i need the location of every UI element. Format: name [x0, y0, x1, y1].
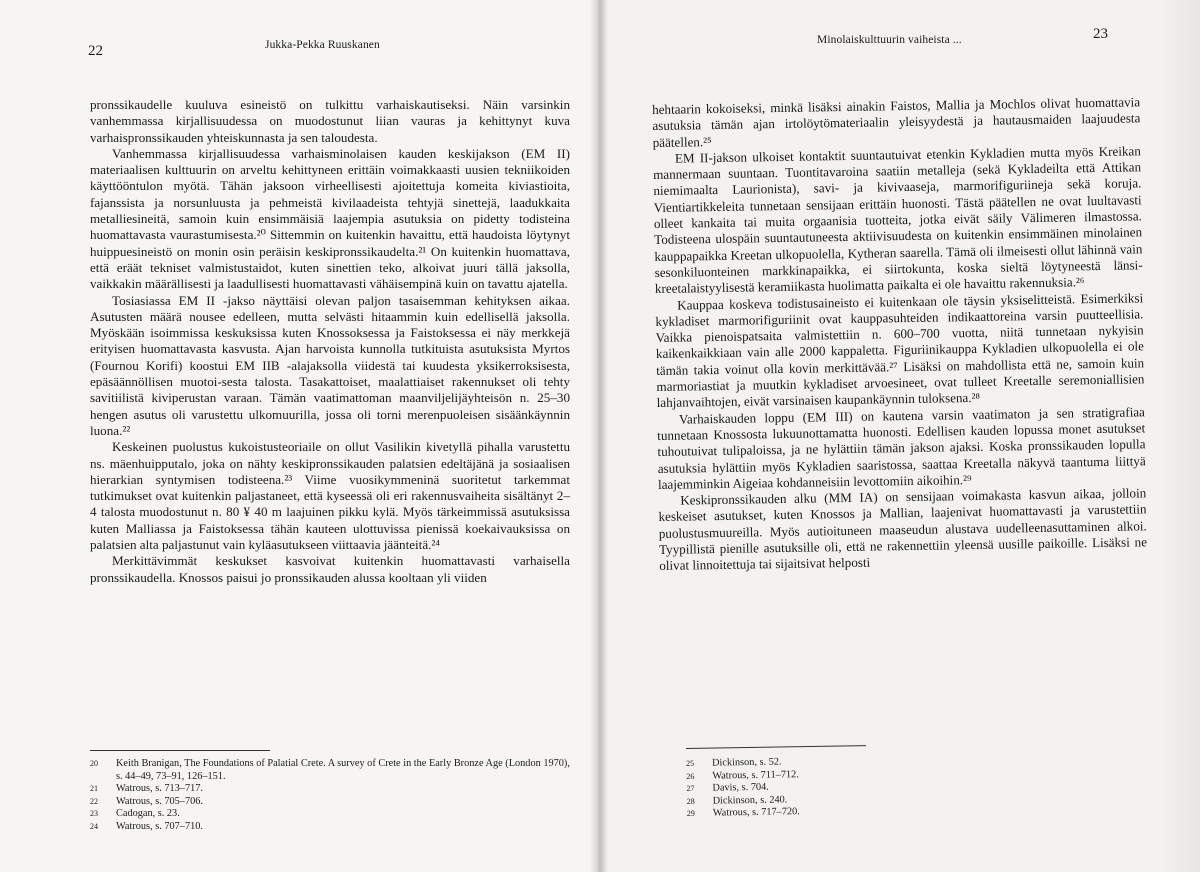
paragraph: Merkittävimmät keskukset kasvoivat kuitenkin huomattavasti varhaisella pronssikaudella. Knossos paisui jo pronssikauden alussa kooltaan yli viiden [90, 553, 570, 585]
footnote-number: 23 [90, 809, 98, 818]
footnote-number: 24 [90, 821, 98, 831]
paragraph: Keskipronssikauden alku (MM IA) on sensijaan voimakasta kasvun aikaa, jolloin keskeiset asutukset, kuten Knossos ja Mallian, laajenivat huomattavasti ja varustettiin puolustusmuureilla. Myös autioituneen maaseudun alustava uudelleenasuttaminen alkoi. Tyypillistä pienille asutuksille oli, että ne rakennettiin yleensä uusille paikoille. Lisäksi ne olivat linnoitettuja tai sijaitsivat helposti [658, 485, 1148, 574]
paragraph: Vanhemmassa kirjallisuudessa varhaisminolaisen kauden keskijakson (EM II) materiaalisen kulttuurin on arveltu kehittyneen erittäin voimakkaasti uusien tekniikoiden käyttööntulon myötä. Tähän jaksoon virheellisesti ajoitettuja komeita kiviastioita, fajanssista ja norsunluusta ja pehmeistä kivilaadeista tehtyjä sinettejä, laadukkaita metalliesineitä, samoin kuin ensimmäisiä laajempia asutuksia on pidetty todisteina huomattavasta vaurastumisesta.²⁰ Sittemmin on kuitenkin havaittu, että haudoista löytynyt huippuesineistö on monin osin peräisin keskipronssikaudelta.²¹ On kuitenkin huomattava, että eräät tekniset valmistustaidot, kuten sinettien teko, alkoivat juuri tällä jaksolla, vaikkakin määrällisesti ja laadullisesti huomattavasti vähäisempinä kuin on tavattu ajatella. [90, 145, 570, 292]
page-number: 22 [88, 43, 103, 59]
footnote-number: 22 [90, 796, 98, 806]
footnote [90, 808, 570, 821]
footnote-text: Watrous, s. 717–720. [712, 806, 800, 819]
right-page [598, 0, 1200, 872]
paragraph: Varhaiskauden loppu (EM III) on kautena varsin vaatimaton ja sen stratigrafiaa tunnetaan Knossosta lukuunottamatta huonosti. Edellisen kauden lopussa monet asutukset tuhoutuivat tulipaloissa, ja ne hylättiin tämän jakson ajaksi. Koska pronssikauden lopulla asutuksia hylättiin myös Kykladien saaristossa, saattaa Kreetalla näkyvä taantuma liittyä laajemminkin Aigeiaa kohdanneisiin levottomiin aikoihin.²⁹ [657, 403, 1146, 492]
footnotes [90, 758, 570, 833]
footnote-text: Dickinson, s. 52. [711, 756, 782, 769]
footnote-text: Davis, s. 704. [712, 781, 769, 794]
footnote-rule [90, 750, 270, 751]
footnote-text: Watrous, s. 713–717. [116, 783, 203, 794]
footnotes [686, 753, 987, 820]
left-page [0, 0, 598, 872]
running-head: Minolaiskulttuurin vaiheista ... [817, 34, 962, 46]
footnote-number: 29 [686, 808, 695, 818]
footnote-text: Dickinson, s. 240. [712, 793, 788, 807]
footnote-number: 26 [686, 771, 695, 781]
footnote [90, 758, 570, 783]
body-text [90, 97, 570, 586]
page-edge-shadow [1160, 0, 1200, 872]
footnote [90, 796, 570, 809]
paragraph: Kauppaa koskeva todistusaineisto ei kuitenkaan ole täysin yksiselitteistä. Esimerkiksi kykladiset marmorifiguriinit ovat kauppasuhteiden indikaattoreina varsin puutteellisia. Vaikka pienoispatsaita valmistettiin n. 600–700 vuotta, niitä tunnetaan nykyisin kaikenkaikkiaan vain alle 2000 kappaletta. Figuriinikauppa Kykladien ulkopuolella ei ole tämän takia voinut olla kovin merkittävää.²⁷ Lisäksi on mahdollista että ne, samoin kuin marmoriastiat ja muutkin kykladiset arvoesineet, ovat tulleet Kreetalle seremoniallisien lahjanvaihtojen, eivät varsinaisen kaupankäynnin tuloksena.²⁸ [655, 289, 1145, 411]
footnote-text: Cadogan, s. 23. [116, 808, 180, 819]
footnote-text: Watrous, s. 705–706. [116, 795, 203, 807]
footnote-text: Keith Branigan, The Foundations of Palatial Crete. A survey of Crete in the Early Bronze Age (London 1970), s. 44–49, 73–91, 126–151. [116, 758, 570, 782]
footnote [90, 783, 570, 796]
footnote-rule [686, 745, 866, 749]
footnote-number: 27 [686, 783, 695, 793]
footnote-text: Watrous, s. 707–710. [116, 820, 203, 832]
paragraph: pronssikaudelle kuuluva esineistö on tulkittu varhaiskautiseksi. Näin varsinkin vanhemmassa kirjallisuudessa on muodostunut liian vauras ja kehittynyt kuva varhaispronssikauden yhteiskunnasta ja sen taloudesta. [90, 97, 570, 145]
book-gutter-shadow [590, 0, 608, 872]
page-number: 23 [1093, 26, 1108, 42]
footnote-number: 25 [686, 758, 695, 768]
footnote-number: 28 [686, 796, 695, 806]
footnote [90, 821, 570, 834]
body-text [652, 94, 1147, 574]
running-head: Jukka-Pekka Ruuskanen [265, 39, 380, 51]
footnote-number: 20 [90, 759, 98, 768]
footnote-text: Watrous, s. 711–712. [712, 768, 799, 782]
paragraph: EM II-jakson ulkoiset kontaktit suuntautuivat etenkin Kykladien mutta myös Kreikan mannermaan suuntaan. Tuontitavaroina saatiin metalleja (sekä Kykladeilta että Attikan niemimaalta Laurionista), savi- ja kivivaaseja, marmorifiguriineja sekä koruja. Vientiartikkeleita tunnetaan sensijaan erittäin huonosti. Tästä päätellen ne ovat luultavasti olleet kankaita tai muita orgaanisia tuotteita, jotka eivät säily Välimeren ilmastossa. Todisteena ulospäin suuntautuneesta aktiivisuudesta on kuitenkin ensimmäinen minolainen kauppapaikka Kreetan ulkopuolella, Kytheran saarella. Tämä oli ilmeisesti ollut lähinnä vain sesonkiluonteinen markkinapaikka, ei siirtokunta, koska sieltä löytyneestä länsi-kreetalaistyylisestä keramiikasta huolimatta paikalta ei ole havaittu rakennuksia.²⁶ [653, 143, 1143, 297]
paragraph: Tosiasiassa EM II -jakso näyttäisi olevan paljon tasaisemman kehityksen aikaa. Asutusten määrä nousee edelleen, mutta selvästi hitaammin kuin edellisellä jaksolla. Myöskään isoimmissa keskuksissa kuten Knossoksessa ja Faistoksessa ei näy merkkejä erityisen huomattavasta kasvusta. Ajan harvoista kunnolla tutkituista asutuksista Myrtos (Fournou Korifi) koostui EM IIB -alajaksolla viidestä tai kuudesta yksikerroksisesta, epäsäännöllisen muotoi-sesta talosta. Tasakattoiset, maalattiaiset rakennukset oli tehty savitiilistä kiviperustan varaan. Tämän vaatimattoman maanviljelijäyhteisön n. 25–30 hengen asutus oli varustettu ulkomuurilla, jossa oli torni merenpuoleisen sisäänkäynnin luona.²² [90, 292, 570, 438]
paragraph: Keskeinen puolustus kukoistusteoriaile on ollut Vasilikin kivetyllä pihalla varustettu ns. mäenhuipputalo, joka on nähty keskipronssikauden palatsien edeltäjänä ja sosiaalisen hierarkian syntymisen todisteena.²³ Viime vuosikymmeninä suoritetut tarkemmat tutkimukset ovat kuitenkin paljastaneet, että kyseessä oli eri rakennusvaiheita sisältänyt 2–4 talosta muodostunut n. 80 ¥ 40 m laajuinen pikku kylä. Myös tärkeimmissä asutuksissa kuten Malliassa ja Faistoksessa tähän kauteen ulottuvissa pienissä koekaivauksissa on palatsien alta paljastunut vain kyläasutukseen viittaavia jäänteitä.²⁴ [90, 439, 570, 553]
paragraph: hehtaarin kokoiseksi, minkä lisäksi ainakin Faistos, Mallia ja Mochlos olivat huomattavia asutuksia tämän ajan irtolöytömateriaalin yleisyydestä ja hautausmaiden laajuudesta päätellen.²⁵ [652, 94, 1141, 150]
footnote-number: 21 [90, 784, 98, 793]
